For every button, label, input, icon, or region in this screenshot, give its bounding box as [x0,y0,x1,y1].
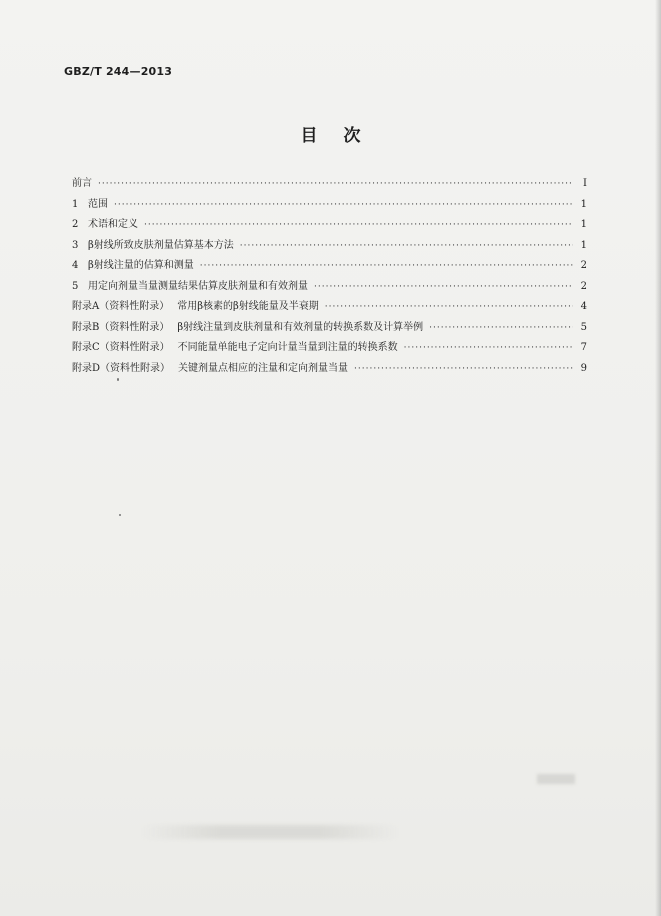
toc-entry-5[interactable] [72,277,587,298]
toc-entry-label: 前言 [72,178,92,189]
toc-entry-page: 5 [580,321,587,333]
toc-entry-label: 常用β核素的β射线能量及半衰期 [177,301,319,312]
toc-entry-number: 附录C（资料性附录） [72,342,170,353]
toc-entry-1[interactable] [72,195,587,216]
toc-entry-number: 4 [72,260,79,271]
toc-leader-dots [200,256,573,277]
toc-leader-dots [325,297,573,318]
toc-entry-number: 1 [72,198,79,210]
table-of-contents [72,174,587,379]
scan-speck [117,378,119,381]
toc-entry-appendix-b[interactable] [72,318,587,339]
toc-entry-page: 2 [580,280,587,292]
toc-entry-page: Ⅰ [583,178,587,189]
toc-entry-4[interactable] [72,256,587,277]
toc-entry-page: 7 [580,342,587,353]
toc-entry-page: 9 [580,362,587,374]
toc-entry-label: 用定向剂量当量测量结果估算皮肤剂量和有效剂量 [88,280,308,292]
toc-entry-number: 附录B（资料性附录） [72,321,170,333]
toc-entry-3[interactable] [72,236,587,257]
toc-entry-appendix-a[interactable] [72,297,587,318]
toc-entry-appendix-d[interactable] [72,359,587,380]
toc-entry-label: 不同能量单能电子定向计量当量到注量的转换系数 [177,342,398,353]
scan-speck [119,514,121,516]
toc-leader-dots [354,359,573,380]
toc-entry-number: 2 [72,219,79,230]
toc-entry-number: 3 [72,239,79,251]
toc-entry-page: 1 [580,219,587,230]
toc-leader-dots [98,174,573,195]
bleed-through-mark [537,774,575,784]
toc-entry-label: 术语和定义 [88,219,138,230]
toc-entry-label: β射线所致皮肤剂量估算基本方法 [88,239,234,251]
toc-entry-page: 4 [580,301,587,312]
toc-entry-number: 5 [72,280,79,292]
standard-code: GBZ/T 244—2013 [64,65,173,78]
toc-entry-page: 2 [580,260,587,271]
toc-entry-appendix-c[interactable] [72,338,587,359]
toc-entry-label: β射线注量到皮肤剂量和有效剂量的转换系数及计算举例 [177,321,424,333]
toc-entry-page: 1 [580,198,587,210]
toc-entry-label: β射线注量的估算和测量 [88,260,194,271]
toc-leader-dots [114,195,573,216]
toc-leader-dots [314,277,573,298]
toc-entry-2[interactable] [72,215,587,236]
toc-leader-dots [404,338,573,359]
toc-entry-page: 1 [580,239,587,251]
toc-entry-label: 范围 [88,198,108,210]
toc-entry-foreword[interactable] [72,174,587,195]
toc-leader-dots [429,318,573,339]
toc-leader-dots [144,215,573,236]
page-title: 目次 [300,126,387,146]
bleed-through-band [140,825,400,839]
toc-entry-label: 关键剂量点相应的注量和定向剂量当量 [178,362,349,374]
toc-entry-number: 附录D（资料性附录） [72,362,171,374]
toc-leader-dots [240,236,573,257]
toc-entry-number: 附录A（资料性附录） [72,301,170,312]
